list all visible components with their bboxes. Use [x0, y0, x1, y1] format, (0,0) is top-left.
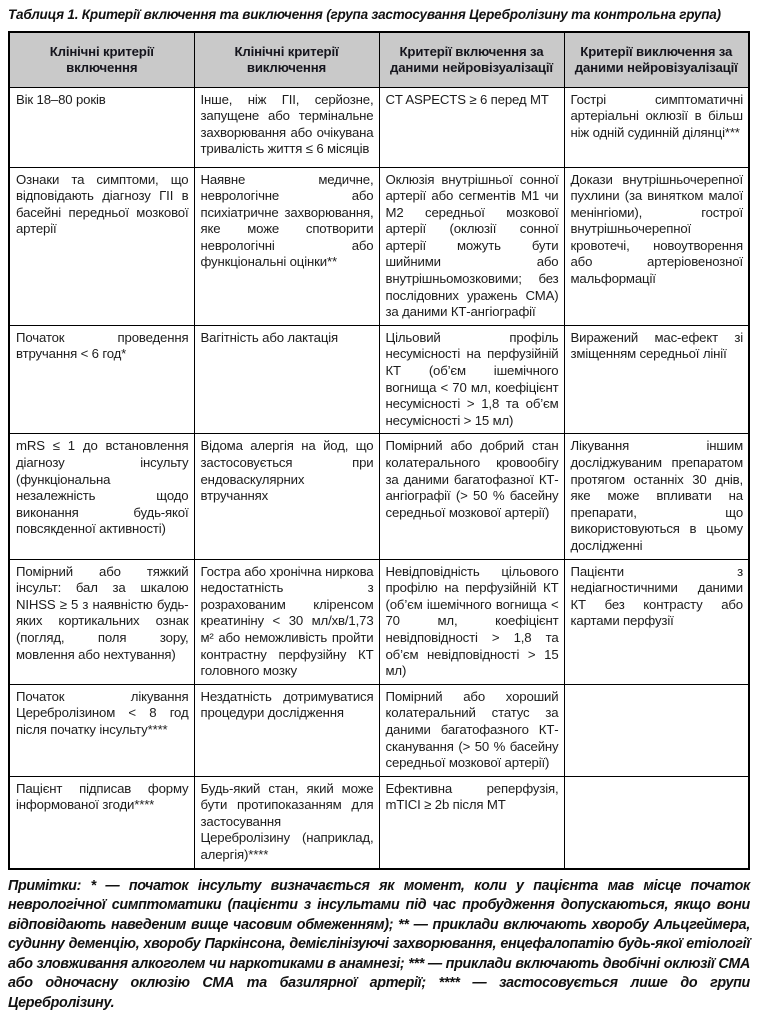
table-row: [9, 167, 749, 325]
criteria-table: [8, 31, 750, 870]
table-cell: Інше, ніж ГІІ, серйозне, запущене або термінальне захворювання або очікувана тривалість життя ≤ 6 місяців: [194, 87, 379, 167]
table-row: [9, 559, 749, 684]
table-cell: Ефективна реперфузія, mTICI ≥ 2b після МТ: [379, 776, 564, 868]
table-cell: Докази внутрішньочерепної пухлини (за винятком малої менінгіоми), гострої внутрішньочерепної кровотечі, новоутворення або артеріовенозної мальформації: [564, 167, 749, 325]
table-cell: Гостра або хронічна ниркова недостатність з розрахованим кліренсом креатиніну < 30 мл/хв/1,73 м² або неможливість пройти контрастну перфузійну КТ головного мозку: [194, 559, 379, 684]
document: [8, 7, 750, 1013]
column-header: Клінічні критерії виключення: [194, 32, 379, 87]
table-cell: [564, 684, 749, 776]
table-cell: Пацієнт підписав форму інформованої згоди****: [9, 776, 194, 868]
table-cell: Наявне медичне, неврологічне або психіатричне захворювання, яке може спотворити неврологічні або функціональні оцінки**: [194, 167, 379, 325]
table-cell: Невідповідність цільового профілю на перфузійній КТ (об’єм ішемічного вогнища < 70 мл, коефіцієнт невідповідності > 1,8 та об’єм невідповідності > 15 мл): [379, 559, 564, 684]
column-header: Клінічні критерії включення: [9, 32, 194, 87]
table-cell: Гострі симптоматичні артеріальні оклюзії в більш ніж одній судинній ділянці***: [564, 87, 749, 167]
column-header: Критерії виключення за даними нейровізуалізації: [564, 32, 749, 87]
table-row: [9, 325, 749, 434]
table-row: [9, 776, 749, 868]
table-cell: Вагітність або лактація: [194, 325, 379, 434]
table-cell: Ознаки та симптоми, що відповідають діагнозу ГІІ в басейні передньої мозкової артерії: [9, 167, 194, 325]
table-cell: CT ASPECTS ≥ 6 перед МТ: [379, 87, 564, 167]
table-cell: mRS ≤ 1 до встановлення діагнозу інсульту (функціональна незалежність щодо виконання будь-якої повсякденної активності): [9, 434, 194, 559]
table-cell: Пацієнти з недіагностичними даними КТ без контрасту або картами перфузії: [564, 559, 749, 684]
table-cell: Будь-який стан, який може бути протипоказанням для застосування Церебролізину (наприклад, алергія)****: [194, 776, 379, 868]
table-cell: Помірний або хороший колатеральний статус за даними багатофазного КТ-сканування (> 50 % басейну середньої мозкової артерії): [379, 684, 564, 776]
column-header: Критерії включення за даними нейровізуалізації: [379, 32, 564, 87]
table-cell: Нездатність дотримуватися процедури дослідження: [194, 684, 379, 776]
table-body: [9, 87, 749, 869]
footnote: Примітки: * — початок інсульту визначається як момент, коли у пацієнта мав місце початок неврологічної симптоматики (пацієнти з інсультами під час пробудження допускаються, якщо вони відповідають наведеним вище часовим обмеженням); ** — приклади включають хворобу Альцгеймера, судинну деменцію, хворобу Паркінсона, демієлінізуючі захворювання, енцефалопатію будь-якої етіології або зловживання алкоголем чи наркотиками в анамнезі; *** — приклади включають двобічні оклюзії СМА або одночасну оклюзію СМА та базилярної артерії; **** — застосовується лише до групи Церебролізину.: [8, 877, 750, 1011]
table-head: [9, 32, 749, 87]
table-row: [9, 434, 749, 559]
table-cell: Вік 18–80 років: [9, 87, 194, 167]
table-title: Таблиця 1. Критерії включення та виключення (група застосування Церебролізину та контрольна група): [8, 7, 721, 22]
table-cell: Цільовий профіль несумісності на перфузійній КТ (об’єм ішемічного вогнища < 70 мл, коефіцієнт несумісності > 1,8 та об’єм несумісності > 15 мл): [379, 325, 564, 434]
table-cell: Початок лікування Церебролізином < 8 год після початку інсульту****: [9, 684, 194, 776]
table-row: [9, 87, 749, 167]
table-cell: Помірний або тяжкий інсульт: бал за шкалою NIHSS ≥ 5 з наявністю будь-яких кортикальних ознак (погляд, поля зору, мовлення або нехтування): [9, 559, 194, 684]
table-row: [9, 684, 749, 776]
table-cell: Виражений мас-ефект зі зміщенням середньої лінії: [564, 325, 749, 434]
header-row: [9, 32, 749, 87]
table-cell: Відома алергія на йод, що застосовується при ендоваскулярних втручаннях: [194, 434, 379, 559]
table-cell: Початок проведення втручання < 6 год*: [9, 325, 194, 434]
table-cell: Оклюзія внутрішньої сонної артерії або сегментів М1 чи М2 середньої мозкової артерії (оклюзії сонної артерії можуть бути шийними або внутрішньомозковими; без послідовних уражень СМА) за даними КТ-ангіографії: [379, 167, 564, 325]
table-cell: [564, 776, 749, 868]
table-cell: Помірний або добрий стан колатерального кровообігу за даними багатофазної КТ-ангіографії (> 50 % басейну середньої мозкової артерії): [379, 434, 564, 559]
table-cell: Лікування іншим досліджуваним препаратом протягом останніх 30 днів, яке може впливати на препарати, що використовуються в цьому дослідженні: [564, 434, 749, 559]
